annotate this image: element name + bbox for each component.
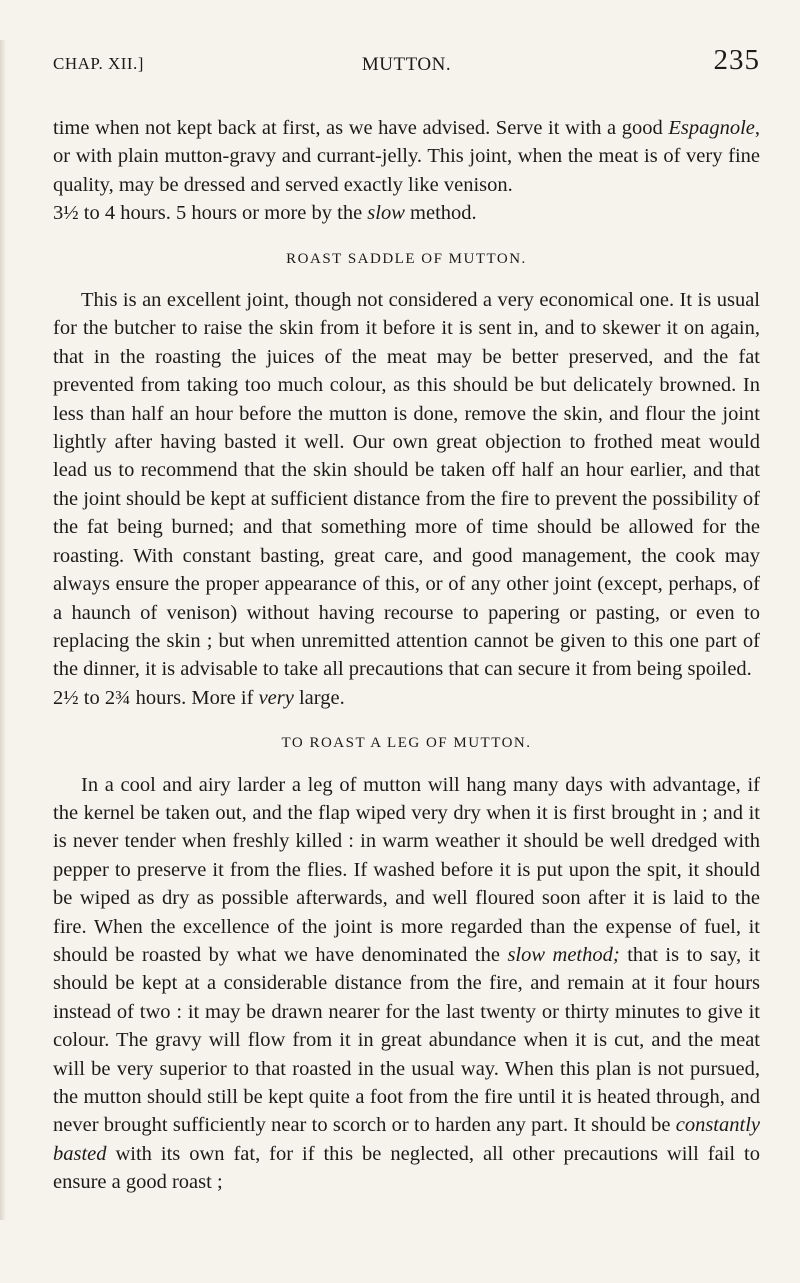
saddle-time-italic: very (258, 686, 294, 709)
saddle-paragraph: This is an excellent joint, though not considered a very economical one. It is usual for the butcher to raise the skin from it before it is sent in, and to skewer it on again, that in the roasting the juices of the meat may be better preserved, and the fat prevented from taking too much colour, as this should be but delicately browned. In less than half an hour before the mutton is done, remove the skin, and flour the joint lightly after having basted it well. Our own great objection to frothed meat would lead us to recommend that the skin should be taken off half an hour earlier, and that the joint should be kept at sufficient distance from the fire to prevent the possibility of the fat being burned; and that something more of time should be allowed for the roasting. With constant basting, great care, and good management, the cook may always ensure the proper appearance of this, or of any other joint (except, perhaps, of a haunch of venison) without having recourse to papering or pasting, or even to replacing the skin ; but when unremitted attention cannot be given to this one part of the dinner, it is advisable to take all precautions that can secure it from being spoiled. (53, 289, 760, 681)
saddle-cooking-time (53, 684, 760, 712)
leg-heading: TO ROAST A LEG OF MUTTON. (281, 735, 532, 752)
saddle-time-b: large. (293, 686, 345, 709)
intro-time-b: method. (404, 202, 477, 225)
saddle-heading: ROAST SADDLE OF MUTTON. (286, 250, 527, 267)
intro-time-italic: slow (367, 202, 405, 225)
leg-text-a: In a cool and airy larder a leg of mutton will hang many days with advantage, if the kernel be taken out, and the flap wiped very dry when it is first brought in ; and it is never tender when freshly killed : in warm weather it should be well dredged with pepper to preserve it from the flies. If washed before it is put upon the spit, it should be wiped as dry as possible afterwards, and well floured soon after it is laid to the fire. When the excellence of the joint is more regarded than the expense of fuel, it should be roasted by what we have denominated the (53, 773, 760, 966)
intro-cooking-time (53, 199, 760, 227)
intro-italic: Espagnole (668, 117, 755, 139)
leg-italic-constantly-basted: constantly basted (53, 1114, 760, 1165)
page-body (53, 114, 760, 1197)
chapter-label: CHAP. XII.] (53, 54, 144, 73)
page-number: 235 (713, 44, 760, 76)
intro-time-a: 3½ to 4 hours. 5 hours or more by the (53, 202, 368, 225)
intro-text-b: , or with plain mutton-gravy and currant-jelly. This joint, when the meat is of very fine quality, may be dressed and served exactly like venison. (53, 117, 760, 196)
running-header (53, 44, 760, 80)
leg-paragraph (53, 771, 760, 1197)
leg-text-c: with its own fat, for if this be neglected, all other precautions will fail to ensure a good roast ; (53, 1142, 760, 1194)
leg-text-b: that is to say, it should be kept at a considerable distance from the fire, and remain at it four hours instead of two : it may be drawn nearer for the last twenty or thirty minutes to give it colour. The gravy will flow from it in great abundance when it is cut, and the meat will be very superior to that roasted in the usual way. When this plan is not pursued, the mutton should still be kept quite a foot from the fire until it is heated through, and never brought sufficiently near to scorch or to harden any part. It should be (53, 943, 761, 1137)
intro-text-a: time when not kept back at first, as we have advised. Serve it with a good (53, 117, 669, 139)
intro-paragraph (53, 114, 760, 199)
running-title: MUTTON. (361, 54, 452, 75)
saddle-time-a: 2½ to 2¾ hours. More if (53, 686, 259, 709)
leg-italic-slow-method: slow method; (507, 943, 620, 966)
